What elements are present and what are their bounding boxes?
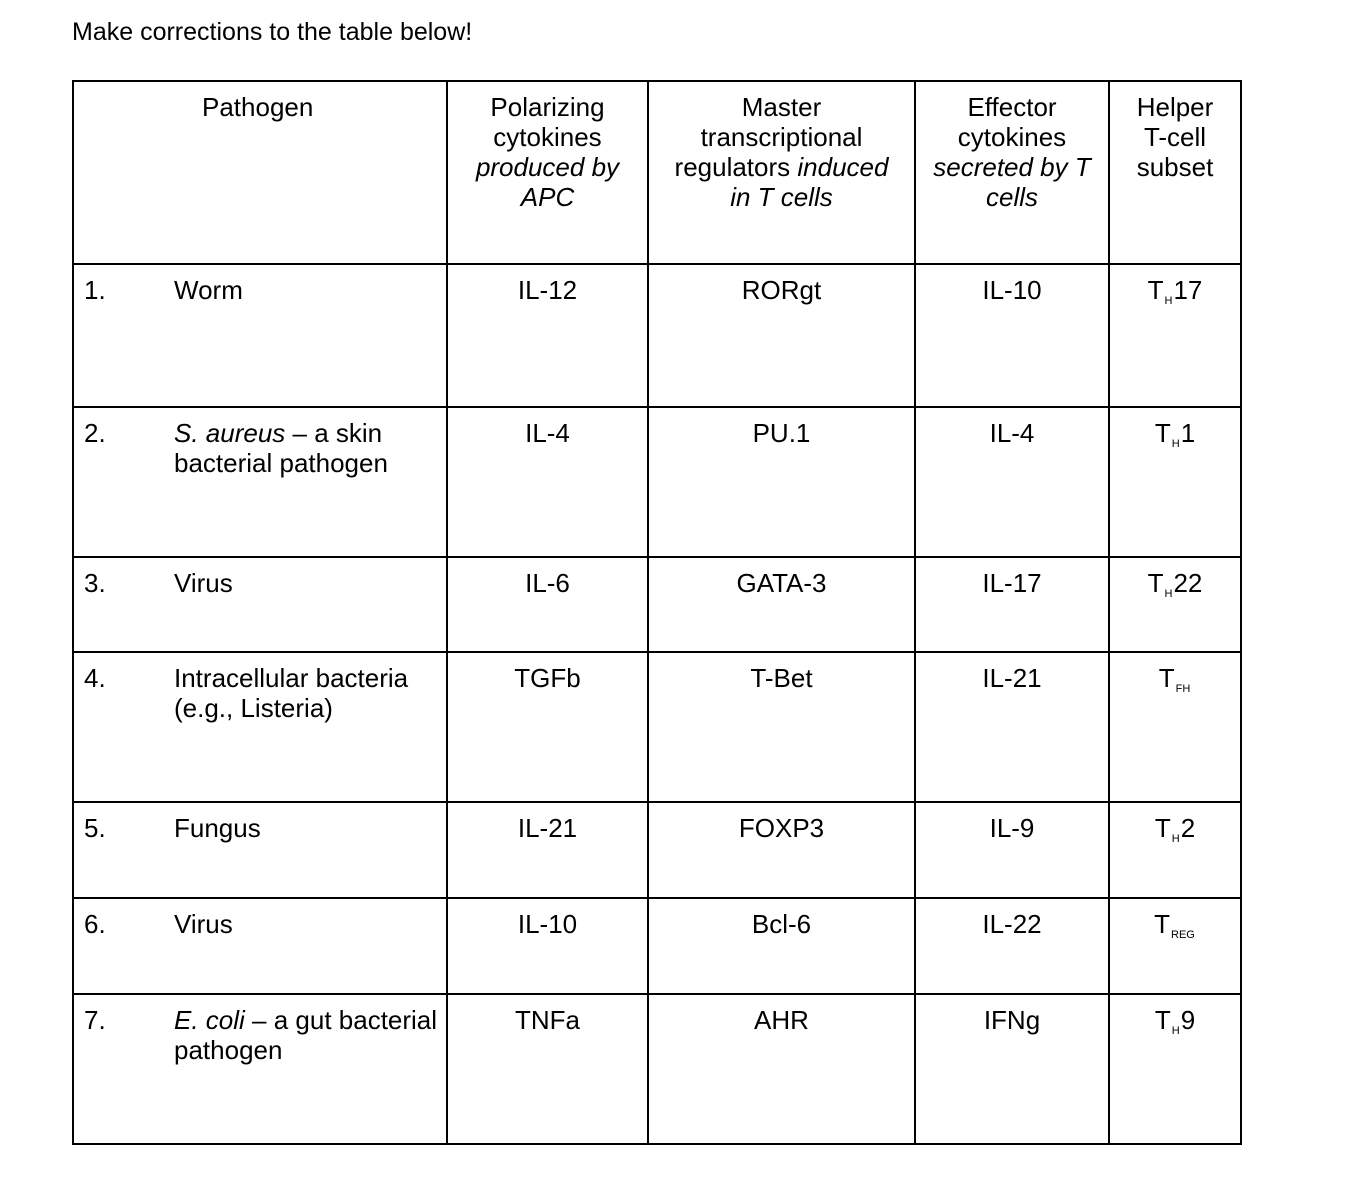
helper-subset-base: T [1147, 568, 1164, 598]
effector-cytokine-cell: IL-10 [915, 264, 1109, 407]
corrections-table [72, 80, 1242, 1145]
polarizing-cytokine-cell: IL-10 [447, 898, 648, 994]
header-master-italic: induced in T cells [730, 152, 889, 212]
header-pathogen-label: Pathogen [202, 92, 314, 122]
pathogen-cell [73, 802, 447, 898]
helper-subset-cell [1109, 898, 1241, 994]
polarizing-cytokine-cell: TGFb [447, 652, 648, 802]
header-polarizing-italic: produced by APC [475, 152, 620, 212]
pathogen-name: Intracellular bacteria (e.g., Listeria) [174, 663, 409, 723]
helper-subset-suffix: 2 [1180, 813, 1196, 843]
helper-subset-base: T [1158, 663, 1175, 693]
helper-subset-cell [1109, 652, 1241, 802]
helper-subset-suffix: 1 [1180, 418, 1196, 448]
header-master [648, 81, 915, 264]
pathogen-name: Virus [174, 909, 233, 939]
helper-subset-base: T [1147, 275, 1164, 305]
helper-subset-cell [1109, 802, 1241, 898]
pathogen-name: – a gut bacterial pathogen [174, 1005, 438, 1065]
effector-cytokine-cell: IL-9 [915, 802, 1109, 898]
master-regulator-cell: RORgt [648, 264, 915, 407]
helper-subset-cell [1109, 407, 1241, 557]
master-regulator-cell: T-Bet [648, 652, 915, 802]
row-number: 4. [84, 663, 106, 693]
pathogen-italic-name: E. coli [174, 1005, 245, 1035]
header-master-label: Master transcriptional regulators [674, 92, 863, 182]
row-number: 6. [84, 909, 106, 939]
helper-subset-subscript: FH [1175, 683, 1191, 695]
pathogen-cell [73, 264, 447, 407]
pathogen-name: Fungus [174, 813, 261, 843]
helper-subset-suffix: 17 [1173, 275, 1203, 305]
pathogen-cell [73, 652, 447, 802]
effector-cytokine-cell: IL-17 [915, 557, 1109, 652]
master-regulator-cell: AHR [648, 994, 915, 1144]
pathogen-name: Worm [174, 275, 243, 305]
table-row [73, 898, 1241, 994]
header-helper-label: Helper T-cell subset [1136, 92, 1214, 182]
header-row [73, 81, 1241, 264]
table-row [73, 652, 1241, 802]
row-number: 2. [84, 418, 106, 448]
instruction-heading: Make corrections to the table below! [72, 18, 473, 46]
table-row [73, 994, 1241, 1144]
pathogen-italic-name: S. aureus [174, 418, 286, 448]
master-regulator-cell: Bcl-6 [648, 898, 915, 994]
header-effector-label: Effector cytokines [957, 92, 1067, 152]
header-polarizing-label: Polarizing cytokines [490, 92, 605, 152]
helper-subset-suffix: 9 [1180, 1005, 1196, 1035]
polarizing-cytokine-cell: IL-6 [447, 557, 648, 652]
header-effector-italic: secreted by T cells [933, 152, 1091, 212]
pathogen-cell [73, 407, 447, 557]
polarizing-cytokine-cell: IL-12 [447, 264, 648, 407]
pathogen-cell [73, 994, 447, 1144]
header-effector [915, 81, 1109, 264]
row-number: 5. [84, 813, 106, 843]
effector-cytokine-cell: IL-4 [915, 407, 1109, 557]
table-row [73, 264, 1241, 407]
row-number: 1. [84, 275, 106, 305]
helper-subset-subscript: H [1171, 833, 1180, 845]
header-polarizing [447, 81, 648, 264]
polarizing-cytokine-cell: IL-21 [447, 802, 648, 898]
helper-subset-suffix: 22 [1173, 568, 1203, 598]
master-regulator-cell: GATA-3 [648, 557, 915, 652]
helper-subset-subscript: REG [1171, 929, 1195, 941]
master-regulator-cell: PU.1 [648, 407, 915, 557]
helper-subset-base: T [1154, 909, 1171, 939]
table-row [73, 557, 1241, 652]
polarizing-cytokine-cell: TNFa [447, 994, 648, 1144]
helper-subset-subscript: H [1171, 438, 1180, 450]
header-helper [1109, 81, 1241, 264]
row-number: 7. [84, 1005, 106, 1035]
pathogen-name: – a skin bacterial pathogen [174, 418, 388, 478]
helper-subset-base: T [1154, 1005, 1171, 1035]
row-number: 3. [84, 568, 106, 598]
helper-subset-subscript: H [1164, 588, 1173, 600]
table-row [73, 802, 1241, 898]
helper-subset-base: T [1154, 813, 1171, 843]
effector-cytokine-cell: IFNg [915, 994, 1109, 1144]
effector-cytokine-cell: IL-22 [915, 898, 1109, 994]
effector-cytokine-cell: IL-21 [915, 652, 1109, 802]
helper-subset-cell [1109, 264, 1241, 407]
helper-subset-subscript: H [1171, 1025, 1180, 1037]
header-pathogen [73, 81, 447, 264]
pathogen-cell [73, 557, 447, 652]
helper-subset-cell [1109, 994, 1241, 1144]
polarizing-cytokine-cell: IL-4 [447, 407, 648, 557]
pathogen-name: Virus [174, 568, 233, 598]
pathogen-cell [73, 898, 447, 994]
table-row [73, 407, 1241, 557]
helper-subset-cell [1109, 557, 1241, 652]
helper-subset-subscript: H [1164, 295, 1173, 307]
helper-subset-base: T [1154, 418, 1171, 448]
master-regulator-cell: FOXP3 [648, 802, 915, 898]
